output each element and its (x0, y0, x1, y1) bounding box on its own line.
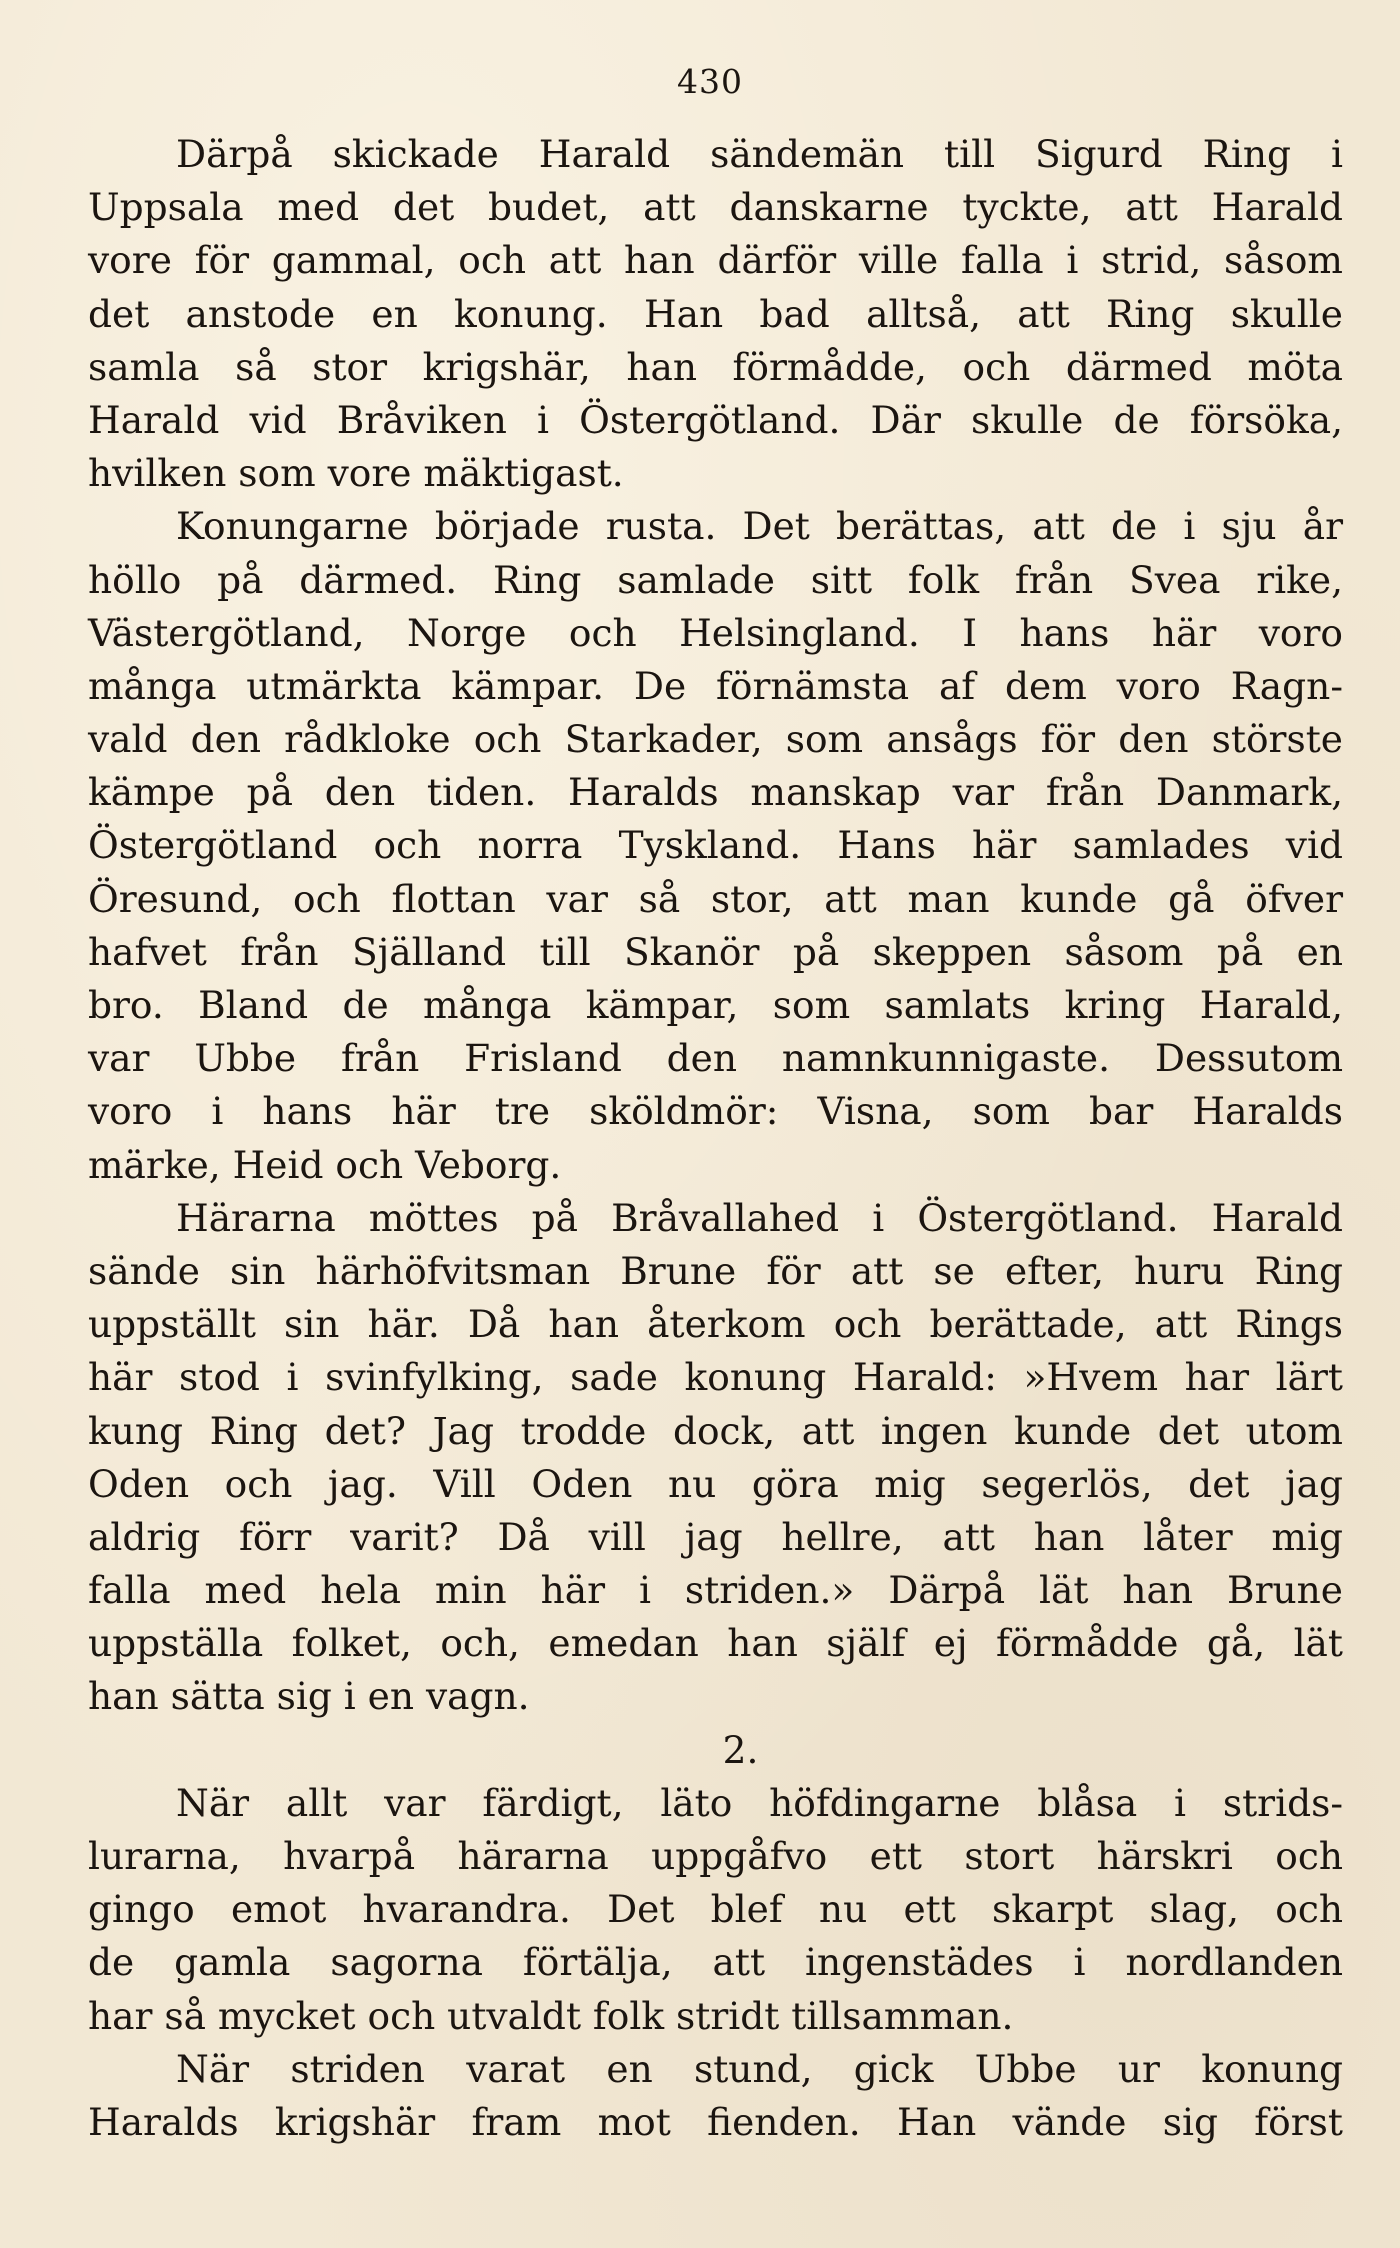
text-line: Härarna möttes på Bråvallahed i Östergötland. Harald (176, 1195, 1343, 1240)
text-line: gingo emot hvarandra. Det blef nu ett skarpt slag, och (88, 1887, 1343, 1932)
text-line: Västergötland, Norge och Helsingland. I hans här voro (88, 610, 1343, 655)
section-number: 2. (722, 1727, 759, 1772)
text-line: uppställt sin här. Då han återkom och berättade, att Rings (88, 1302, 1343, 1347)
text-line: Oden och jag. Vill Oden nu göra mig segerlös, det jag (88, 1461, 1343, 1506)
text-line: märke, Heid och Veborg. (88, 1142, 562, 1187)
text-line: lurarna, hvarpå härarna uppgåfvo ett stort härskri och (88, 1834, 1343, 1878)
text-line: Konungarne började rusta. Det berättas, att de i sju år (176, 504, 1343, 549)
text-line: vald den rådkloke och Starkader, som ansågs för den störste (88, 717, 1343, 762)
text-line: bro. Bland de många kämpar, som samlats kring Harald, (88, 983, 1343, 1027)
text-line: vore för gammal, och att han därför ville falla i strid, såsom (88, 238, 1343, 283)
text-line: När allt var färdigt, läto höfdingarne blåsa i strids- (176, 1780, 1343, 1825)
text-line: många utmärkta kämpar. De förnämsta af dem voro Ragn- (88, 663, 1343, 708)
text-line: hafvet från Själland till Skanör på skeppen såsom på en (88, 929, 1343, 974)
text-line: han sätta sig i en vagn. (88, 1674, 530, 1719)
text-line: voro i hans här tre sköldmör: Visna, som bar Haralds (88, 1089, 1343, 1134)
text-line: Därpå skickade Harald sändemän till Sigurd Ring i (176, 132, 1343, 176)
text-line: Östergötland och norra Tyskland. Hans här samlades vid (88, 823, 1343, 868)
text-line: aldrig förr varit? Då vill jag hellre, att han låter mig (88, 1514, 1343, 1559)
text-line: samla så stor krigshär, han förmådde, och därmed möta (88, 344, 1343, 389)
text-line: Harald vid Bråviken i Östergötland. Där skulle de försöka, (88, 397, 1343, 442)
text-line: Uppsala med det budet, att danskarne tyckte, att Harald (88, 185, 1343, 230)
text-line: det anstode en konung. Han bad alltså, att Ring skulle (88, 291, 1343, 336)
text-line: hvilken som vore mäktigast. (88, 451, 624, 496)
text-line: de gamla sagorna förtälja, att ingenstädes i nordlanden (88, 1940, 1343, 1985)
text-line: falla med hela min här i striden.» Därpå lät han Brune (88, 1568, 1343, 1613)
text-line: Haralds krigshär fram mot fienden. Han vände sig först (88, 2099, 1343, 2144)
body-text (88, 128, 1343, 2149)
text-line: sände sin härhöfvitsman Brune för att se efter, huru Ring (88, 1248, 1343, 1293)
text-line: Öresund, och flottan var så stor, att man kunde gå öfver (88, 876, 1343, 921)
text-line: kung Ring det? Jag trodde dock, att ingen kunde det utom (88, 1408, 1343, 1453)
text-line: var Ubbe från Frisland den namnkunnigaste. Dessutom (88, 1036, 1343, 1081)
text-line: har så mycket och utvaldt folk stridt tillsamman. (88, 1993, 1014, 2038)
text-line: höllo på därmed. Ring samlade sitt folk från Svea rike, (88, 557, 1343, 602)
text-line: här stod i svinfylking, sade konung Harald: »Hvem har lärt (88, 1355, 1343, 1400)
text-line: När striden varat en stund, gick Ubbe ur konung (176, 2046, 1343, 2091)
page-number: 430 (677, 62, 743, 101)
text-line: kämpe på den tiden. Haralds manskap var från Danmark, (88, 770, 1343, 815)
text-line: uppställa folket, och, emedan han själf ej förmådde gå, lät (88, 1621, 1343, 1666)
